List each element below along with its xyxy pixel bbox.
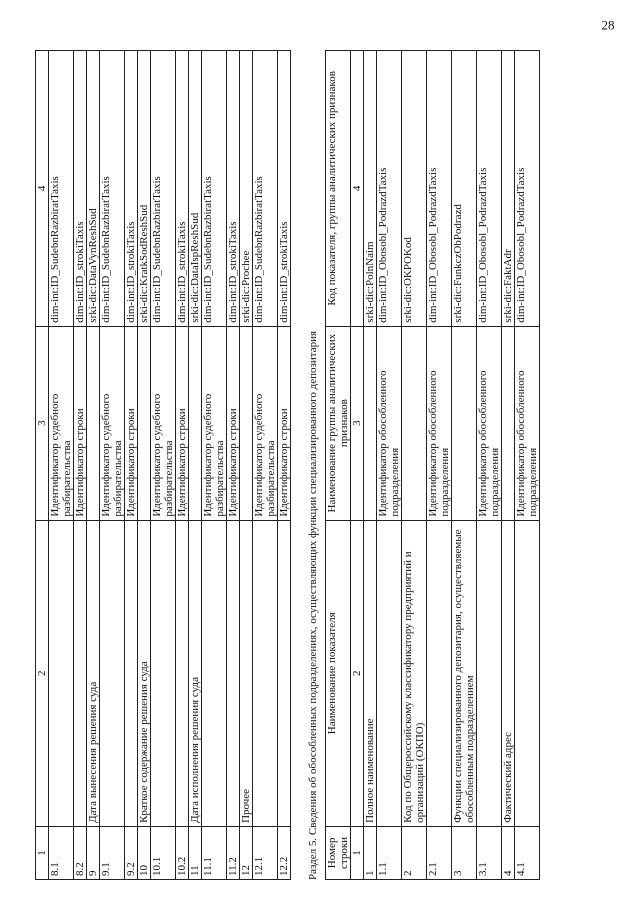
indicator-code: dim-int:ID_SudebnRazbiratTaxis: [100, 51, 125, 327]
group-name: [452, 326, 477, 520]
row-number: 11.2: [227, 826, 240, 879]
table-row: [515, 51, 540, 880]
indicator-name: Дата исполнения решения суда: [189, 520, 202, 826]
indicator-code: srki-dic:KratkSodReshSud: [138, 51, 151, 327]
indicator-name: [100, 520, 125, 826]
group-name: [189, 326, 202, 520]
indicator-code: srki-dic:OKPOKod: [402, 51, 427, 327]
indicator-name: [427, 520, 452, 826]
indicator-name: Функции специализированного депозитария, осуществляемые обособленным подразделением: [452, 520, 477, 826]
header-indicator-code: Код показателя, группы аналитических признаков: [326, 51, 351, 327]
indicator-table-continued: [35, 50, 291, 880]
table-row: [125, 51, 138, 880]
row-number: 4: [502, 826, 515, 879]
table-row: [502, 51, 515, 880]
indicator-name: [151, 520, 176, 826]
indicator-name: [515, 520, 540, 826]
table-header-row: [326, 51, 351, 880]
indicator-code: dim-int:ID_strokiTaxis: [278, 51, 291, 327]
row-number: 4.1: [515, 826, 540, 879]
indicator-code: srki-dic:FaktAdr: [502, 51, 515, 327]
group-name: Идентификатор судебного разбирательства: [100, 326, 125, 520]
indicator-code: srki-dic:Prochee: [240, 51, 253, 327]
group-name: Идентификатор обособленного подразделения: [427, 326, 452, 520]
indicator-name: [253, 520, 278, 826]
table-header-row: [36, 51, 49, 880]
table-row: [253, 51, 278, 880]
row-number: 11.1: [202, 826, 227, 879]
table-row: [151, 51, 176, 880]
row-number: 9: [87, 826, 100, 879]
indicator-name: [278, 520, 291, 826]
group-name: [87, 326, 100, 520]
row-number: 2.1: [427, 826, 452, 879]
indicator-name: Краткое содержание решения суда: [138, 520, 151, 826]
indicator-code: dim-int:ID_SudebnRazbiratTaxis: [49, 51, 74, 327]
indicator-code: dim-int:ID_Obosobl_PodrazdTaxis: [515, 51, 540, 327]
header-group-name: Наименование группы аналитических признаков: [326, 326, 351, 520]
row-number: 3: [452, 826, 477, 879]
column-number: 4: [351, 51, 364, 327]
indicator-name: Полное наименование: [364, 520, 377, 826]
indicator-name: Код по Общероссийскому классификатору предприятий и организаций (ОКПО): [402, 520, 427, 826]
group-name: Идентификатор строки: [278, 326, 291, 520]
indicator-code: dim-int:ID_strokiTaxis: [176, 51, 189, 327]
table-row: [176, 51, 189, 880]
group-name: Идентификатор обособленного подразделения: [515, 326, 540, 520]
group-name: Идентификатор судебного разбирательства: [253, 326, 278, 520]
indicator-code: srki-dic:FunkczObPodrazd: [452, 51, 477, 327]
indicator-name: [227, 520, 240, 826]
indicator-code: dim-int:ID_SudebnRazbiratTaxis: [151, 51, 176, 327]
indicator-name: [477, 520, 502, 826]
table-row: [452, 51, 477, 880]
table-row: [87, 51, 100, 880]
table-row: [74, 51, 87, 880]
group-name: Идентификатор строки: [176, 326, 189, 520]
row-number: 1: [364, 826, 377, 879]
row-number: 12.1: [253, 826, 278, 879]
branches-table: [325, 50, 540, 880]
group-name: Идентификатор судебного разбирательства: [49, 326, 74, 520]
header-row-number: Номер строки: [326, 826, 351, 879]
indicator-name: [377, 520, 402, 826]
indicator-name: [176, 520, 189, 826]
indicator-code: dim-int:ID_Obosobl_PodrazdTaxis: [427, 51, 452, 327]
indicator-code: dim-int:ID_SudebnRazbiratTaxis: [253, 51, 278, 327]
header-col-1: 1: [36, 826, 49, 879]
row-number: 9.2: [125, 826, 138, 879]
table-row: [138, 51, 151, 880]
page-number: 28: [601, 17, 615, 33]
indicator-code: srki-dic:PolnNaim: [364, 51, 377, 327]
section-title: Раздел 5. Сведения об обособленных подразделениях, осуществляющих функции специализированного депозитария: [307, 330, 319, 880]
group-name: Идентификатор строки: [74, 326, 87, 520]
indicator-code: dim-int:ID_strokiTaxis: [125, 51, 138, 327]
column-number: 2: [351, 520, 364, 826]
group-name: [240, 326, 253, 520]
group-name: Идентификатор судебного разбирательства: [202, 326, 227, 520]
indicator-name: Дата вынесения решения суда: [87, 520, 100, 826]
header-col-3: 3: [36, 326, 49, 520]
table-row: [240, 51, 253, 880]
indicator-name: [74, 520, 87, 826]
group-name: Идентификатор судебного разбирательства: [151, 326, 176, 520]
indicator-code: dim-int:ID_Obosobl_PodrazdTaxis: [377, 51, 402, 327]
group-name: Идентификатор обособленного подразделения: [377, 326, 402, 520]
table-row: [402, 51, 427, 880]
header-indicator-name: Наименование показателя: [326, 520, 351, 826]
row-number: 9.1: [100, 826, 125, 879]
row-number: 10: [138, 826, 151, 879]
row-number: 11: [189, 826, 202, 879]
indicator-code: dim-int:ID_strokiTaxis: [74, 51, 87, 327]
group-name: [502, 326, 515, 520]
row-number: 8.1: [49, 826, 74, 879]
row-number: 10.1: [151, 826, 176, 879]
row-number: 10.2: [176, 826, 189, 879]
group-name: Идентификатор строки: [227, 326, 240, 520]
table-row: [427, 51, 452, 880]
header-col-2: 2: [36, 520, 49, 826]
indicator-name: Фактический адрес: [502, 520, 515, 826]
group-name: [138, 326, 151, 520]
table-row: [227, 51, 240, 880]
table-row: [477, 51, 502, 880]
row-number: 12.2: [278, 826, 291, 879]
column-number: 1: [351, 826, 364, 879]
row-number: 12: [240, 826, 253, 879]
header-col-4: 4: [36, 51, 49, 327]
table-row: [364, 51, 377, 880]
group-name: [364, 326, 377, 520]
table-row: [189, 51, 202, 880]
group-name: Идентификатор обособленного подразделения: [477, 326, 502, 520]
indicator-name: [202, 520, 227, 826]
rotated-page: [35, 17, 615, 880]
indicator-name: [49, 520, 74, 826]
group-name: Идентификатор строки: [125, 326, 138, 520]
row-number: 3.1: [477, 826, 502, 879]
group-name: [402, 326, 427, 520]
row-number: 8.2: [74, 826, 87, 879]
table-row: [100, 51, 125, 880]
indicator-code: srki-dic:DataVynReshSud: [87, 51, 100, 327]
indicator-code: dim-int:ID_SudebnRazbiratTaxis: [202, 51, 227, 327]
indicator-code: srki-dic:DataIspReshSud: [189, 51, 202, 327]
column-number-row: [351, 51, 364, 880]
table-row: [278, 51, 291, 880]
row-number: 2: [402, 826, 427, 879]
column-number: 3: [351, 326, 364, 520]
indicator-name: [125, 520, 138, 826]
indicator-code: dim-int:ID_strokiTaxis: [227, 51, 240, 327]
row-number: 1.1: [377, 826, 402, 879]
indicator-name: Прочее: [240, 520, 253, 826]
table-row: [49, 51, 74, 880]
table-row: [377, 51, 402, 880]
indicator-code: dim-int:ID_Obosobl_PodrazdTaxis: [477, 51, 502, 327]
table-row: [202, 51, 227, 880]
